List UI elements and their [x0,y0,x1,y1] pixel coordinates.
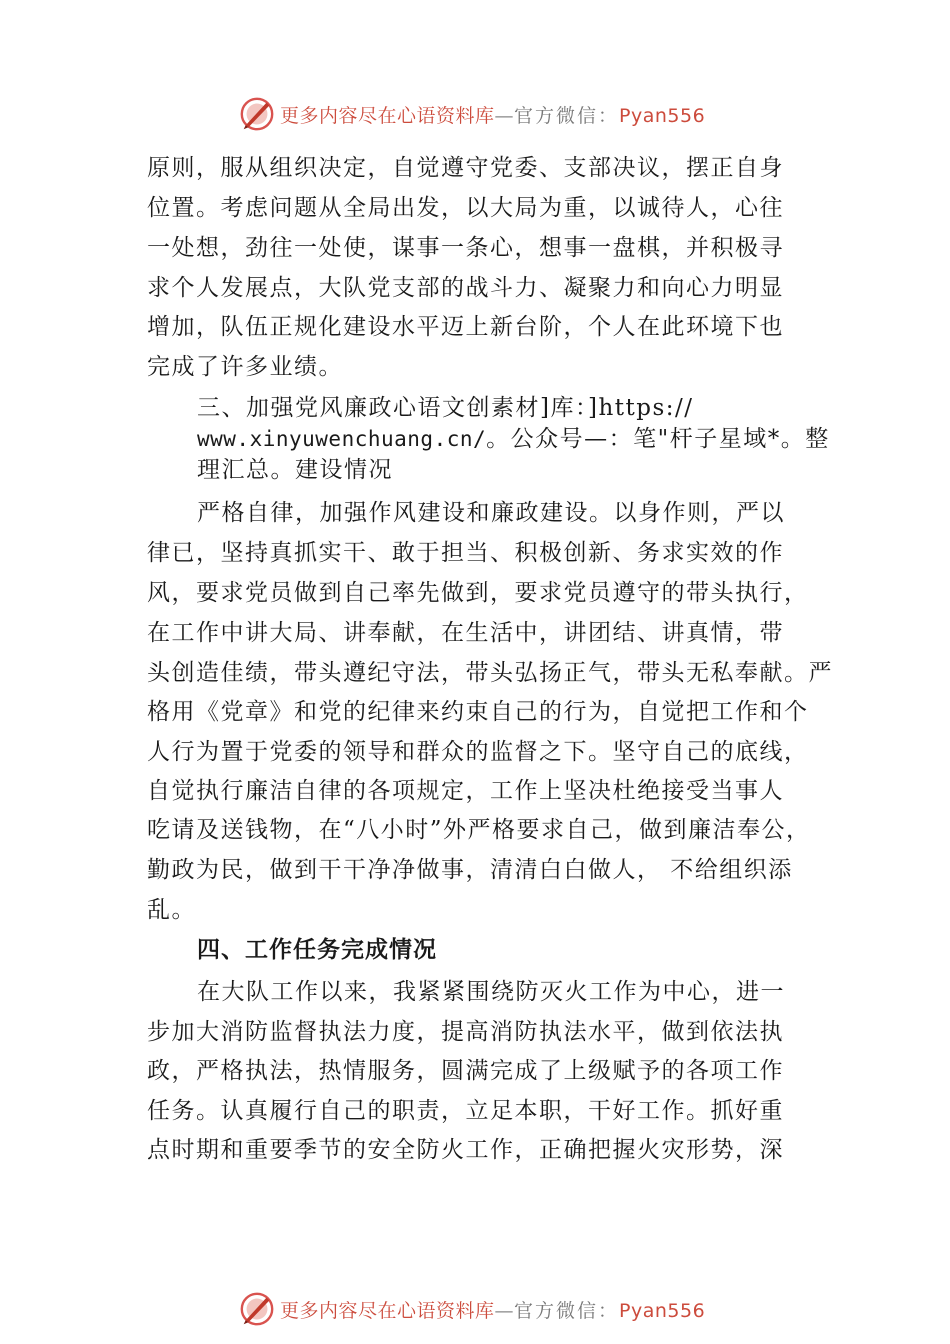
text-line: 格用《党章》和党的纪律来约束自己的行为，自觉把工作和个 [147,699,809,725]
text-line: 完成了许多业绩。 [147,354,343,380]
text-line: 求个人发展点，大队党支部的战斗力、凝聚力和向心力明显 [147,275,784,301]
banner-text: 更多内容尽在心语资料库—官方微信：Pyan556 [280,1299,706,1322]
pen-logo-icon [238,1290,276,1328]
text-line: 严格自律，加强作风建设和廉政建设。以身作则，严以 [197,500,785,526]
header-watermark [238,94,705,134]
text-line: 政，严格执法，热情服务，圆满完成了上级赋予的各项工作 [147,1058,784,1084]
text-line: 风，要求党员做到自己率先做到，要求党员遵守的带头执行， [147,580,809,606]
text-line: 吃请及送钱物，在“八小时”外严格要求自己，做到廉洁奉公， [147,817,811,843]
text-line: 勤政为民，做到干干净净做事，清清白白做人， 不给组织添 [147,857,793,883]
text-line: 增加，队伍正规化建设水平迈上新台阶，个人在此环境下也 [147,314,784,340]
source-url: www.xinyuwenchuang.cn/ [197,427,487,451]
banner-text: 更多内容尽在心语资料库—官方微信：Pyan556 [280,104,706,127]
section-3-title-line3: 理汇总。建设情况 [197,457,393,483]
footer-watermark [238,1289,705,1329]
text-line: 步加大消防监督执法力度，提高消防执法水平，做到依法执 [147,1019,784,1045]
text-line: 律已，坚持真抓实干、敢于担当、积极创新、务求实效的作 [147,540,784,566]
text-line: 人行为置于党委的领导和群众的监督之下。坚守自己的底线， [147,739,809,765]
section-4-title: 四、工作任务完成情况 [197,937,437,963]
text-line: 任务。认真履行自己的职责，立足本职，干好工作。抓好重 [147,1098,784,1124]
text-line: 一处想，劲往一处使，谋事一条心，想事一盘棋，并积极寻 [147,235,784,261]
text-line: 头创造佳绩，带头遵纪守法，带头弘扬正气，带头无私奉献。严 [147,660,833,686]
section-3-title-line1: 三、加强党风廉政心语文创素材]库：]https:// [197,395,694,421]
text-line: 在大队工作以来，我紧紧围绕防灭火工作为中心，进一 [197,979,785,1005]
text-line: 位置。考虑问题从全局出发，以大局为重，以诚待人，心往 [147,195,784,221]
section-3-title-line2: www.xinyuwenchuang.cn/。公众号—：笔"杆子星域*。整 [197,426,830,452]
text-line: 自觉执行廉洁自律的各项规定，工作上坚决杜绝接受当事人 [147,778,784,804]
text-line: 在工作中讲大局、讲奉献，在生活中，讲团结、讲真情，带 [147,620,784,646]
pen-logo-icon [238,95,276,133]
text-line: 原则，服从组织决定，自觉遵守党委、支部决议，摆正自身 [147,155,784,181]
text-line: 点时期和重要季节的安全防火工作，正确把握火灾形势，深 [147,1137,784,1163]
text-line: 乱。 [147,897,196,923]
